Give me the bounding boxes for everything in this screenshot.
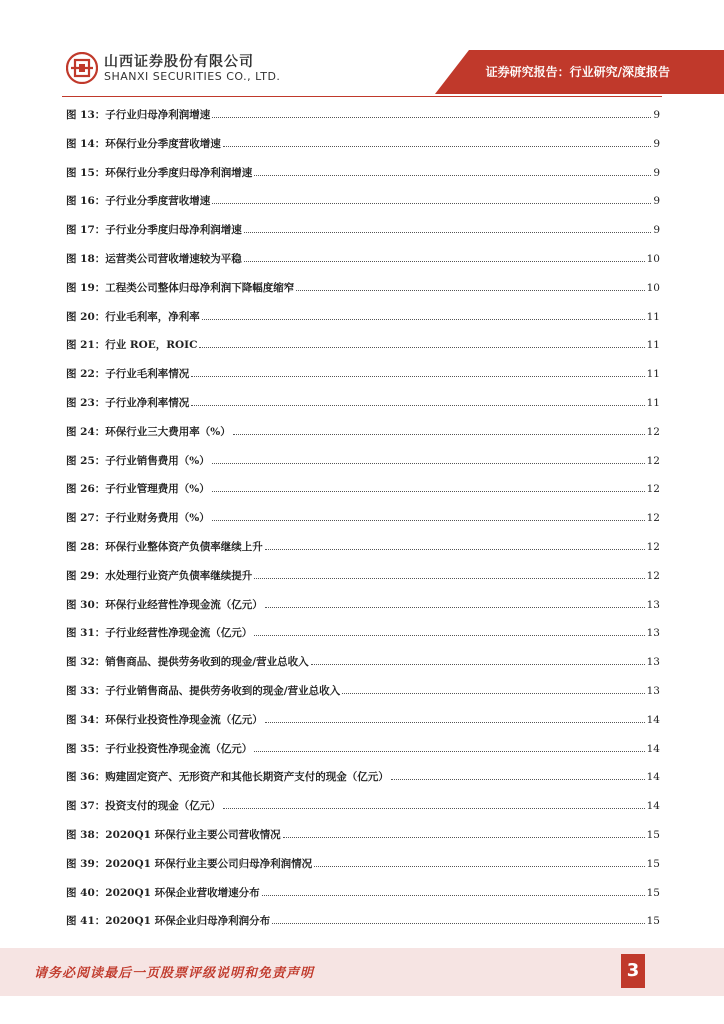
toc-dot-leader <box>342 674 645 694</box>
toc-entry[interactable] <box>66 386 660 415</box>
toc-entry-page: 13 <box>646 684 660 697</box>
toc-entry-label: 图 38：2020Q1 环保行业主要公司营收情况 <box>66 828 281 841</box>
toc-dot-leader <box>262 876 645 896</box>
toc-dot-leader <box>311 645 645 665</box>
toc-entry[interactable] <box>66 703 660 732</box>
company-seal-logo-icon <box>66 52 98 84</box>
toc-entry-label: 图 22：子行业毛利率情况 <box>66 368 190 381</box>
page-number: 3 <box>621 954 645 988</box>
toc-dot-leader <box>191 386 644 406</box>
toc-entry-page: 9 <box>653 224 660 237</box>
toc-entry-label: 图 35：子行业投资性净现金流（亿元） <box>66 742 253 755</box>
toc-dot-leader <box>212 98 651 118</box>
toc-entry-label: 图 28：环保行业整体资产负债率继续上升 <box>66 540 263 553</box>
toc-entry[interactable] <box>66 847 660 876</box>
toc-dot-leader <box>191 357 644 377</box>
toc-entry-label: 图 18：运营类公司营收增速较为平稳 <box>66 252 242 265</box>
toc-entry-page: 14 <box>646 742 660 755</box>
toc-entry-page: 15 <box>646 915 660 928</box>
toc-entry-page: 9 <box>653 137 660 150</box>
toc-entry-label: 图 40：2020Q1 环保企业营收增速分布 <box>66 886 260 899</box>
toc-entry-label: 图 32：销售商品、提供劳务收到的现金/营业总收入 <box>66 656 309 669</box>
toc-entry[interactable] <box>66 530 660 559</box>
toc-dot-leader <box>265 703 645 723</box>
toc-entry-label: 图 20：行业毛利率，净利率 <box>66 310 200 323</box>
toc-dot-leader <box>283 818 645 838</box>
toc-entry[interactable] <box>66 444 660 473</box>
toc-dot-leader <box>212 501 645 521</box>
toc-entry-label: 图 34：环保行业投资性净现金流（亿元） <box>66 713 263 726</box>
toc-entry-label: 图 25：子行业销售费用（%） <box>66 454 210 467</box>
toc-entry-page: 12 <box>646 483 660 496</box>
toc-entry-label: 图 41：2020Q1 环保企业归母净利润分布 <box>66 915 271 928</box>
toc-entry-label: 图 19：工程类公司整体归母净利润下降幅度缩窄 <box>66 281 295 294</box>
toc-entry-label: 图 15：环保行业分季度归母净利润增速 <box>66 166 253 179</box>
toc-entry-page: 14 <box>646 771 660 784</box>
toc-dot-leader <box>223 127 652 147</box>
toc-entry-page: 12 <box>646 512 660 525</box>
toc-entry-page: 12 <box>646 540 660 553</box>
toc-entry[interactable] <box>66 127 660 156</box>
toc-dot-leader <box>296 271 644 291</box>
toc-entry-page: 9 <box>653 109 660 121</box>
toc-entry[interactable] <box>66 213 660 242</box>
toc-entry-page: 13 <box>646 656 660 669</box>
toc-dot-leader <box>244 242 645 262</box>
toc-entry-label: 图 26：子行业管理费用（%） <box>66 483 210 496</box>
toc-entry[interactable] <box>66 732 660 761</box>
toc-dot-leader <box>233 415 645 435</box>
toc-entry[interactable] <box>66 501 660 530</box>
toc-entry[interactable] <box>66 271 660 300</box>
toc-dot-leader <box>212 184 651 204</box>
toc-dot-leader <box>254 732 644 752</box>
toc-entry[interactable] <box>66 789 660 818</box>
toc-dot-leader <box>391 760 645 780</box>
toc-entry[interactable] <box>66 904 660 933</box>
toc-entry[interactable] <box>66 645 660 674</box>
toc-entry-page: 12 <box>646 425 660 438</box>
page-header <box>0 0 724 96</box>
toc-entry-page: 10 <box>646 281 660 294</box>
toc-entry[interactable] <box>66 328 660 357</box>
toc-entry-label: 图 23：子行业净利率情况 <box>66 396 190 409</box>
toc-entry-label: 图 37：投资支付的现金（亿元） <box>66 800 221 813</box>
report-type-label: 证券研究报告：行业研究/深度报告 <box>485 65 670 79</box>
toc-entry-label: 图 21：行业 ROE，ROIC <box>66 339 198 352</box>
toc-entry[interactable] <box>66 357 660 386</box>
toc-entry-page: 10 <box>646 252 660 265</box>
toc-entry-label: 图 30：环保行业经营性净现金流（亿元） <box>66 598 263 611</box>
toc-entry[interactable] <box>66 559 660 588</box>
toc-dot-leader <box>272 904 645 924</box>
toc-entry[interactable] <box>66 472 660 501</box>
toc-dot-leader <box>244 213 652 233</box>
toc-entry-label: 图 27：子行业财务费用（%） <box>66 512 210 525</box>
toc-entry[interactable] <box>66 818 660 847</box>
toc-entry-page: 11 <box>646 396 660 409</box>
toc-entry-label: 图 31：子行业经营性净现金流（亿元） <box>66 627 253 640</box>
toc-entry-page: 13 <box>646 627 660 640</box>
toc-entry-label: 图 13：子行业归母净利润增速 <box>66 109 211 121</box>
toc-entry-label: 图 29：水处理行业资产负债率继续提升 <box>66 569 253 582</box>
toc-entry[interactable] <box>66 300 660 329</box>
toc-entry-label: 图 33：子行业销售商品、提供劳务收到的现金/营业总收入 <box>66 684 341 697</box>
toc-entry-page: 11 <box>646 339 660 352</box>
toc-dot-leader <box>254 156 651 176</box>
toc-entry-page: 15 <box>646 857 660 870</box>
toc-dot-leader <box>212 472 645 492</box>
toc-entry-page: 14 <box>646 800 660 813</box>
toc-dot-leader <box>314 847 645 867</box>
toc-dot-leader <box>212 444 645 464</box>
toc-entry-page: 15 <box>646 828 660 841</box>
toc-entry-label: 图 24：环保行业三大费用率（%） <box>66 425 231 438</box>
toc-dot-leader <box>254 559 644 579</box>
toc-entry-page: 9 <box>653 195 660 208</box>
toc-entry-page: 12 <box>646 569 660 582</box>
toc-entry-label: 图 36：购建固定资产、无形资产和其他长期资产支付的现金（亿元） <box>66 771 389 784</box>
toc-entry[interactable] <box>66 876 660 905</box>
toc-entry[interactable] <box>66 760 660 789</box>
toc-dot-leader <box>202 300 645 320</box>
toc-entry[interactable] <box>66 674 660 703</box>
toc-entry[interactable] <box>66 588 660 617</box>
disclaimer-text: 请务必阅读最后一页股票评级说明和免责声明 <box>34 966 315 981</box>
toc-dot-leader <box>254 616 644 636</box>
company-name-en: SHANXI SECURITIES CO., LTD. <box>104 70 281 83</box>
toc-entry-page: 11 <box>646 368 660 381</box>
toc-entry[interactable] <box>66 616 660 645</box>
toc-entry-page: 13 <box>646 598 660 611</box>
toc-entry-page: 11 <box>646 310 660 323</box>
toc-dot-leader <box>223 789 645 809</box>
company-name-cn: 山西证券股份有限公司 <box>104 54 254 70</box>
toc-entry-page: 15 <box>646 886 660 899</box>
toc-entry[interactable] <box>66 184 660 213</box>
toc-dot-leader <box>265 588 645 608</box>
figure-list <box>66 98 660 933</box>
toc-entry-label: 图 14：环保行业分季度营收增速 <box>66 137 221 150</box>
header-divider <box>62 96 662 97</box>
toc-entry-page: 9 <box>653 166 660 179</box>
toc-entry[interactable] <box>66 98 660 127</box>
toc-entry-label: 图 39：2020Q1 环保行业主要公司归母净利润情况 <box>66 857 313 870</box>
toc-entry[interactable] <box>66 415 660 444</box>
toc-entry[interactable] <box>66 242 660 271</box>
toc-dot-leader <box>265 530 645 550</box>
toc-entry-page: 14 <box>646 713 660 726</box>
toc-entry-page: 12 <box>646 454 660 467</box>
toc-entry-label: 图 17：子行业分季度归母净利润增速 <box>66 224 242 237</box>
toc-dot-leader <box>199 328 644 348</box>
toc-entry[interactable] <box>66 156 660 185</box>
toc-entry-label: 图 16：子行业分季度营收增速 <box>66 195 211 208</box>
